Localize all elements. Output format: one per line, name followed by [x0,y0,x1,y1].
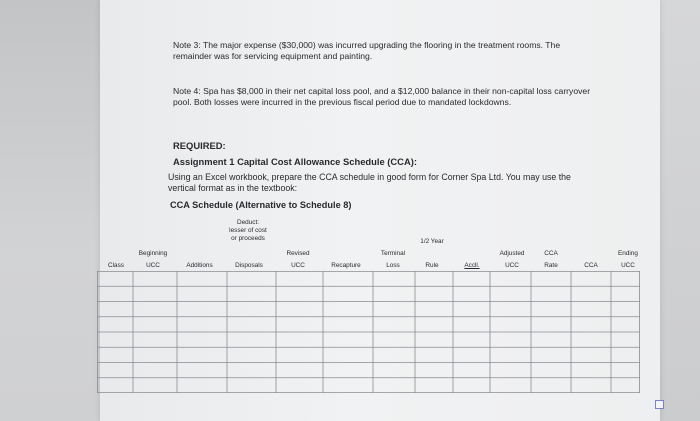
col-header-ucc-ending: UCC [621,262,635,269]
col-header-ucc-revised: UCC [291,262,305,269]
col-header-loss: Loss [386,262,400,269]
background-left [0,0,100,421]
col-header-recapture: Recapture [331,262,361,269]
col-header-additions: Additions [186,262,213,269]
col-header-top-ending: Ending [618,250,638,257]
cca-schedule-table [97,271,640,393]
schedule-title: CCA Schedule (Alternative to Schedule 8) [170,200,352,210]
col-header-top-deduct: Deduct: lesser of cost or proceeds [229,219,267,242]
col-header-ucc-adjusted: UCC [505,262,519,269]
required-label: REQUIRED: [173,140,226,151]
instructions: Using an Excel workbook, prepare the CCA schedule in good form for Corner Spa Ltd. You may use the vertical format as in the textbook: [168,172,571,193]
col-header-top-half-year: 1/2 Year [420,238,444,245]
col-header-cca: CCA [584,262,598,269]
background-right [660,0,700,421]
col-header-top-adjusted: Adjusted [499,250,525,257]
col-header-ucc-beginning: UCC [146,262,160,269]
col-header-top-revised: Revised [286,250,310,257]
note-4: Note 4: Spa has $8,000 in their net capital loss pool, and a $12,000 balance in their non-capital loss carryover pool. Both losses were incurred in the previous fiscal period due to mandated lockdowns. [173,86,591,107]
col-header-top-beginning: Beginning [138,250,168,257]
col-header-accll: Accll. [464,262,480,269]
col-header-disposals: Disposals [235,262,263,269]
col-header-rule: Rule [425,262,439,269]
col-header-class: Class [108,262,124,269]
col-header-top-terminal: Terminal [380,250,406,257]
assignment-title: Assignment 1 Capital Cost Allowance Schedule (CCA): [173,156,417,167]
resize-handle-icon[interactable] [655,400,664,409]
note-3: Note 3: The major expense ($30,000) was incurred upgrading the flooring in the treatment rooms. The remainder was for servicing equipment and painting. [173,40,561,61]
col-header-rate: Rate [544,262,558,269]
table-grid [97,271,640,393]
col-header-top-cca: CCA [544,250,558,257]
